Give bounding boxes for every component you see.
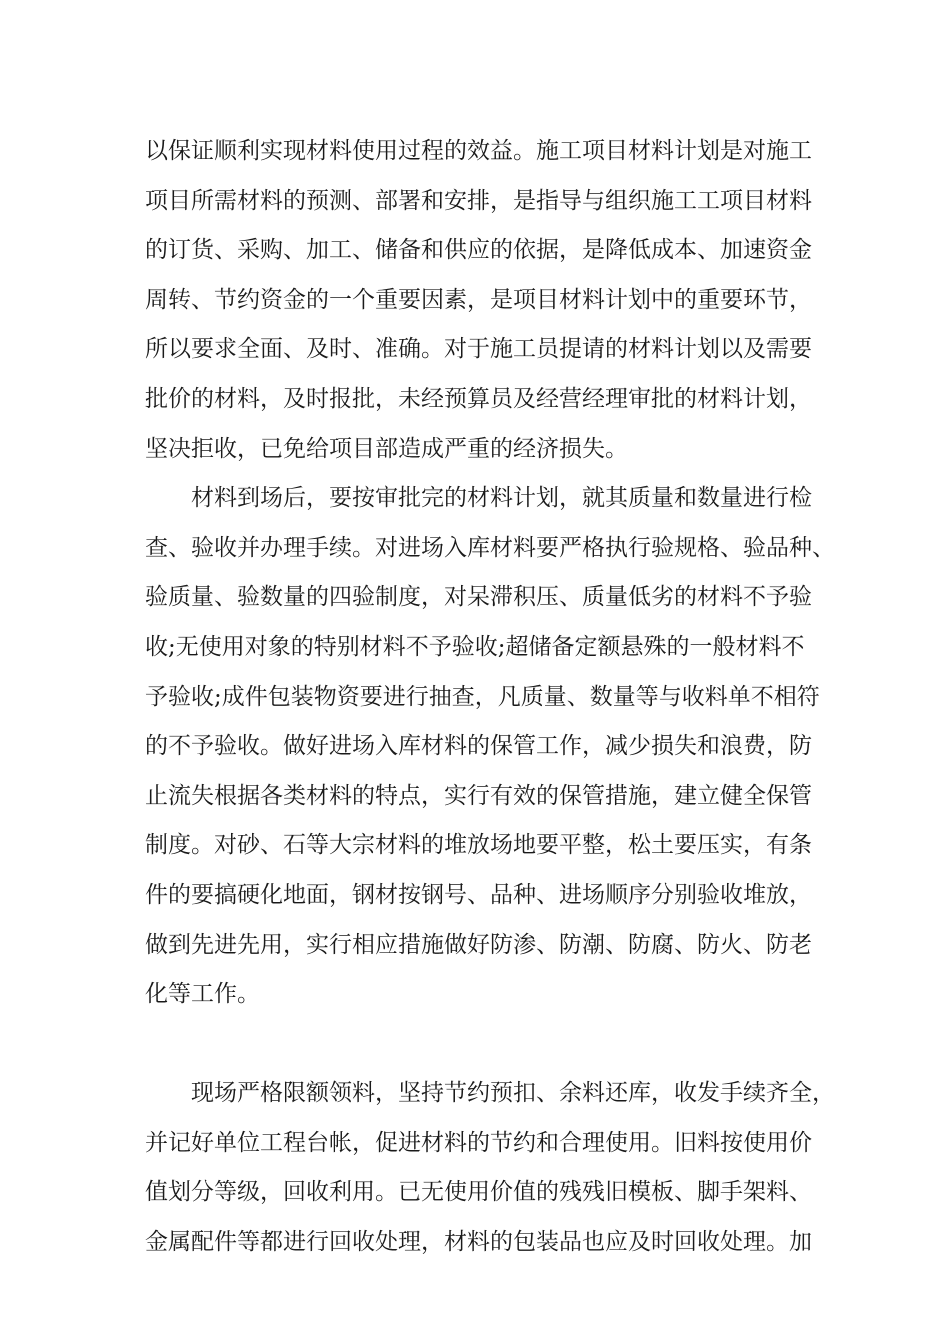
text-line: 以保证顺利实现材料使用过程的效益。施工项目材料计划是对施工 (145, 138, 812, 164)
text-line: 金属配件等都进行回收处理，材料的包装品也应及时回收处理。加 (145, 1229, 812, 1256)
paragraph-3 (145, 1069, 835, 1267)
text-line: 查、验收并办理手续。对进场入库材料要严格执行验规格、验品种、 (145, 534, 835, 561)
text-line: 坚决拒收，已免给项目部造成严重的经济损失。 (145, 435, 628, 462)
text-line: 项目所需材料的预测、部署和安排，是指导与组织施工工项目材料 (145, 187, 812, 214)
text-line: 批价的材料，及时报批，未经预算员及经营经理审批的材料计划， (145, 385, 812, 412)
text-line: 制度。对砂、石等大宗材料的堆放场地要平整，松土要压实，有条 (145, 832, 812, 859)
paragraph-2 (145, 474, 835, 1069)
body-text (145, 127, 835, 1268)
text-line (145, 1020, 810, 1070)
text-line: 的订货、采购、加工、储备和供应的依据，是降低成本、加速资金 (145, 237, 812, 264)
text-line: 验质量、验数量的四验制度，对呆滞积压、质量低劣的材料不予验 (145, 584, 812, 611)
text-line: 止流失根据各类材料的特点，实行有效的保管措施，建立健全保管 (145, 782, 812, 809)
text-line: 值划分等级，回收利用。已无使用价值的残残旧模板、脚手架料、 (145, 1179, 812, 1206)
text-line: 做到先进先用，实行相应措施做好防渗、防潮、防腐、防火、防老 (145, 931, 812, 958)
text-line: 材料到场后，要按审批完的材料计划，就其质量和数量进行检 (191, 485, 812, 512)
text-line: 所以要求全面、及时、准确。对于施工员提请的材料计划以及需要 (145, 336, 812, 363)
text-line: 化等工作。 (145, 981, 260, 1008)
text-line: 并记好单位工程台帐，促进材料的节约和合理使用。旧料按使用价 (145, 1129, 812, 1156)
text-line: 的不予验收。做好进场入库材料的保管工作，减少损失和浪费，防 (145, 733, 812, 760)
text-line: 现场严格限额领料，坚持节约预扣、余料还库，收发手续齐全， (191, 1080, 835, 1107)
text-line: 周转、节约资金的一个重要因素，是项目材料计划中的重要环节， (145, 286, 812, 313)
paragraph-1 (145, 127, 810, 474)
text-line: 予验收;成件包装物资要进行抽查，凡质量、数量等与收料单不相符 (145, 683, 820, 710)
text-line: 件的要搞硬化地面，钢材按钢号、品种、进场顺序分别验收堆放， (145, 881, 812, 908)
text-line: 收;无使用对象的特别材料不予验收;超储备定额悬殊的一般材料不 (145, 633, 805, 660)
